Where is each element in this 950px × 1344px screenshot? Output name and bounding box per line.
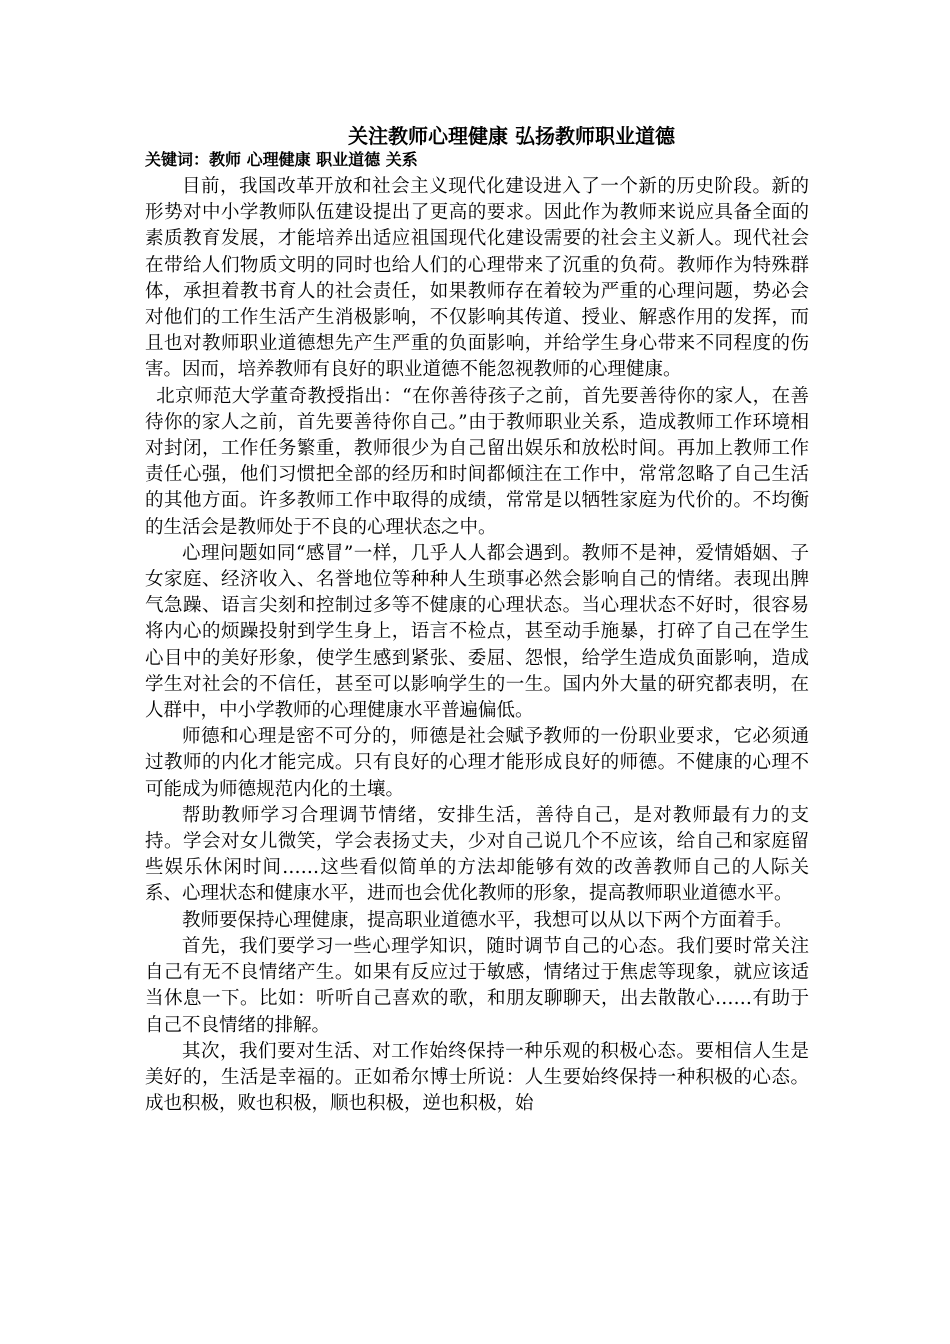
paragraph: 师德和心理是密不可分的，师德是社会赋予教师的一份职业要求，它必须通过教师的内化才能完成。只有良好的心理才能形成良好的师德。不健康的心理不可能成为师德规范内化的土壤。	[145, 726, 809, 800]
paragraph: 目前，我国改革开放和社会主义现代化建设进入了一个新的历史阶段。新的形势对中小学教师队伍建设提出了更高的要求。因此作为教师来说应具备全面的素质教育发展，才能培养出适应祖国现代化建设需要的社会主义新人。现代社会在带给人们物质文明的同时也给人们的心理带来了沉重的负荷。教师作为特殊群体，承担着教书育人的社会责任，如果教师存在着较为严重的心理问题，势必会对他们的工作生活产生消极影响，不仅影响其传道、授业、解惑作用的发挥，而且也对教师职业道德想先产生严重的负面影响，并给学生身心带来不同程度的伤害。因而，培养教师有良好的职业道德不能忽视教师的心理健康。	[145, 176, 809, 381]
document-body	[145, 174, 809, 1117]
paragraph: 首先，我们要学习一些心理学知识，随时调节自己的心态。我们要时常关注自己有无不良情绪产生。如果有反应过于敏感，情绪过于焦虑等现象，就应该适当休息一下。比如：听听自己喜欢的歌，和朋友聊聊天，出去散散心……有助于自己不良情绪的排解。	[145, 935, 809, 1036]
paragraph: 心理问题如同“感冒”一样，几乎人人都会遇到。教师不是神，爱情婚姻、子女家庭、经济收入、名誉地位等种种人生琐事必然会影响自己的情绪。表现出脾气急躁、语言尖刻和控制过多等不健康的心理状态。当心理状态不好时，很容易将内心的烦躁投射到学生身上，语言不检点，甚至动手施暴，打碎了自己在学生心目中的美好形象，使学生感到紧张、委屈、怨恨，给学生造成负面影响，造成学生对社会的不信任，甚至可以影响学生的一生。国内外大量的研究都表明，在人群中，中小学教师的心理健康水平普遍偏低。	[145, 542, 809, 722]
document-title: 关注教师心理健康 弘扬教师职业道德	[348, 124, 675, 148]
paragraph: 帮助教师学习合理调节情绪，安排生活，善待自己，是对教师最有力的支持。学会对女儿微笑，学会表扬丈夫，少对自己说几个不应该，给自己和家庭留些娱乐休闲时间……这些看似简单的方法却能够有效的改善教师自己的人际关系、心理状态和健康水平，进而也会优化教师的形象，提高教师职业道德水平。	[145, 804, 809, 905]
paragraph: 其次，我们要对生活、对工作始终保持一种乐观的积极心态。要相信人生是美好的，生活是幸福的。正如希尔博士所说：人生要始终保持一种积极的心态。成也积极，败也积极，顺也积极，逆也积极，始	[145, 1040, 809, 1115]
keywords-line: 关键词：教师 心理健康 职业道德 关系	[145, 150, 418, 169]
paragraph: 北京师范大学董奇教授指出：“在你善待孩子之前，首先要善待你的家人，在善待你的家人之前，首先要善待你自己。”由于教师职业关系，造成教师工作环境相对封闭，工作任务繁重，教师很少为自己留出娱乐和放松时间。再加上教师工作责任心强，他们习惯把全部的经历和时间都倾注在工作中，常常忽略了自己生活的其他方面。许多教师工作中取得的成绩，常常是以牺牲家庭为代价的。不均衡的生活会是教师处于不良的心理状态之中。	[145, 385, 809, 538]
paragraph: 教师要保持心理健康，提高职业道德水平，我想可以从以下两个方面着手。	[182, 909, 793, 931]
